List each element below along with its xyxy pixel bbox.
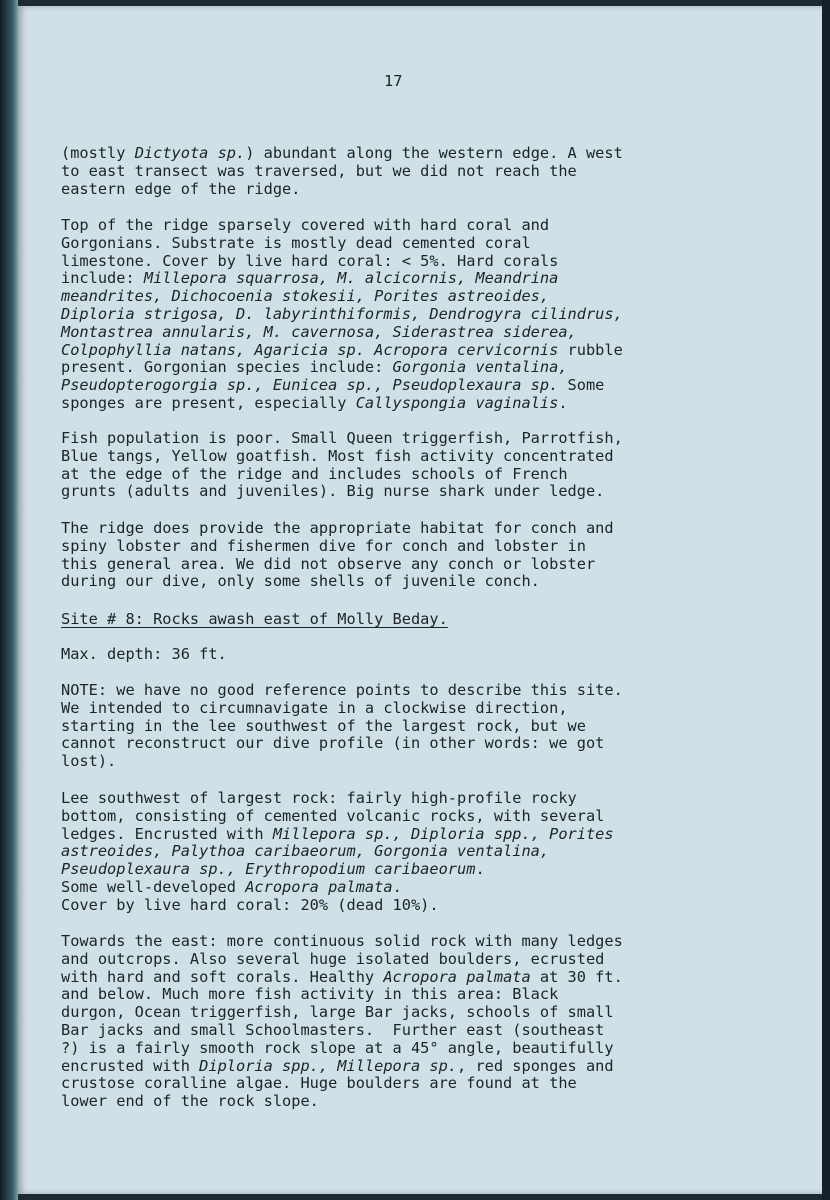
paragraph-towards-east: Towards the east: more continuous solid rock with many ledges and outcrops. Also several huge isolated boulders, ecrusted with hard and soft corals. Healthy Acropora palmata at 30 ft. and below. Much more fish activity in this area: Black durgon, Ocean triggerfish, large Bar jacks, schools of small Bar jacks and small Schoolmasters. Further east (southeast ?) is a fairly smooth rock slope at a 45° angle, beautifully encrusted with Diploria spp., Millepora sp., red sponges and crustose coralline algae. Huge boulders are found at the lower end of the rock slope. (61, 932, 623, 1111)
species-name: Callyspongia vaginalis (355, 393, 559, 412)
paragraph-ridge-top: Top of the ridge sparsely covered with hard coral and Gorgonians. Substrate is mostly dead cemented coral limestone. Cover by live hard coral: < 5%. Hard corals include: Millepora squarrosa, M. alcicornis, Meandrina meandrites, Dichocoenia stokesii, Porites astreoides, Diploria strigosa, D. labyrinthiformis, Dendrogyra cilindrus, Montastrea annularis, M. cavernosa, Siderastrea siderea, Colpophyllia natans, Agaricia sp. Acropora cervicornis rubble present. Gorgonian species include: Gorgonia ventalina, Pseudopterogorgia sp., Eunicea sp., Pseudoplexaura sp. Some sponges are present, especially Callyspongia vaginalis. (61, 216, 623, 412)
species-name: Millepora sp., Diploria spp., Porites astreoides, Palythoa caribaeorum, Gorgonia ventalina, Pseudoplexaura sp., Erythropodium caribaeorum (61, 824, 614, 879)
species-name: Gorgonia ventalina, Pseudopterogorgia sp., Eunicea sp., Pseudoplexaura sp. (61, 358, 568, 395)
page-number: 17 (384, 72, 403, 90)
paragraph-lee-southwest: Lee southwest of largest rock: fairly high-profile rocky bottom, consisting of cemented volcanic rocks, with several ledges. Encrusted with Millepora sp., Diploria spp., Porites astreoides, Palythoa caribaeorum, Gorgonia ventalina, Pseudoplexaura sp., Erythropodium caribaeorum. Some well-developed Acropora palmata. Cover by live hard coral: 20% (dead 10%). (61, 789, 614, 914)
paragraph-conch-habitat: The ridge does provide the appropriate habitat for conch and spiny lobster and fishermen dive for conch and lobster in this general area. We did not observe any conch or lobster during our dive, only some shells of juvenile conch. (61, 519, 614, 591)
book-binding-edge (0, 0, 18, 1200)
paragraph-note: NOTE: we have no good reference points to describe this site. We intended to circumnavigate in a clockwise direction, starting in the lee southwest of the largest rock, but we cannot reconstruct our dive profile (in other words: we got lost). (61, 681, 623, 771)
species-name: Acropora palmata (383, 967, 531, 986)
site-8-heading: Site # 8: Rocks awash east of Molly Beday. (61, 610, 448, 628)
paragraph-fish-population: Fish population is poor. Small Queen triggerfish, Parrotfish, Blue tangs, Yellow goatfish. Most fish activity concentrated at the edge of the ridge and includes schools of French grunts (adults and juveniles). Big nurse shark under ledge. (61, 429, 623, 501)
paragraph-dictyota: (mostly Dictyota sp.) abundant along the western edge. A west to east transect was traversed, but we did not reach the eastern edge of the ridge. (61, 144, 623, 198)
species-name: Acropora palmata (245, 877, 393, 896)
paragraph-max-depth: Max. depth: 36 ft. (61, 645, 227, 663)
species-name: Diploria spp., Millepora sp. (199, 1056, 458, 1075)
page-right-edge (822, 0, 830, 1200)
species-name: Dictyota sp. (134, 144, 246, 162)
species-name: Millepora squarrosa, M. alcicornis, Meandrina meandrites, Dichocoenia stokesii, Porites astreoides, Diploria strigosa, D. labyrinthiformis, Dendrogyra cilindrus, Montastrea annularis, M. cavernosa, Siderastrea siderea, Colpophyllia natans, Agaricia sp. Acropora cervicornis (61, 269, 623, 359)
